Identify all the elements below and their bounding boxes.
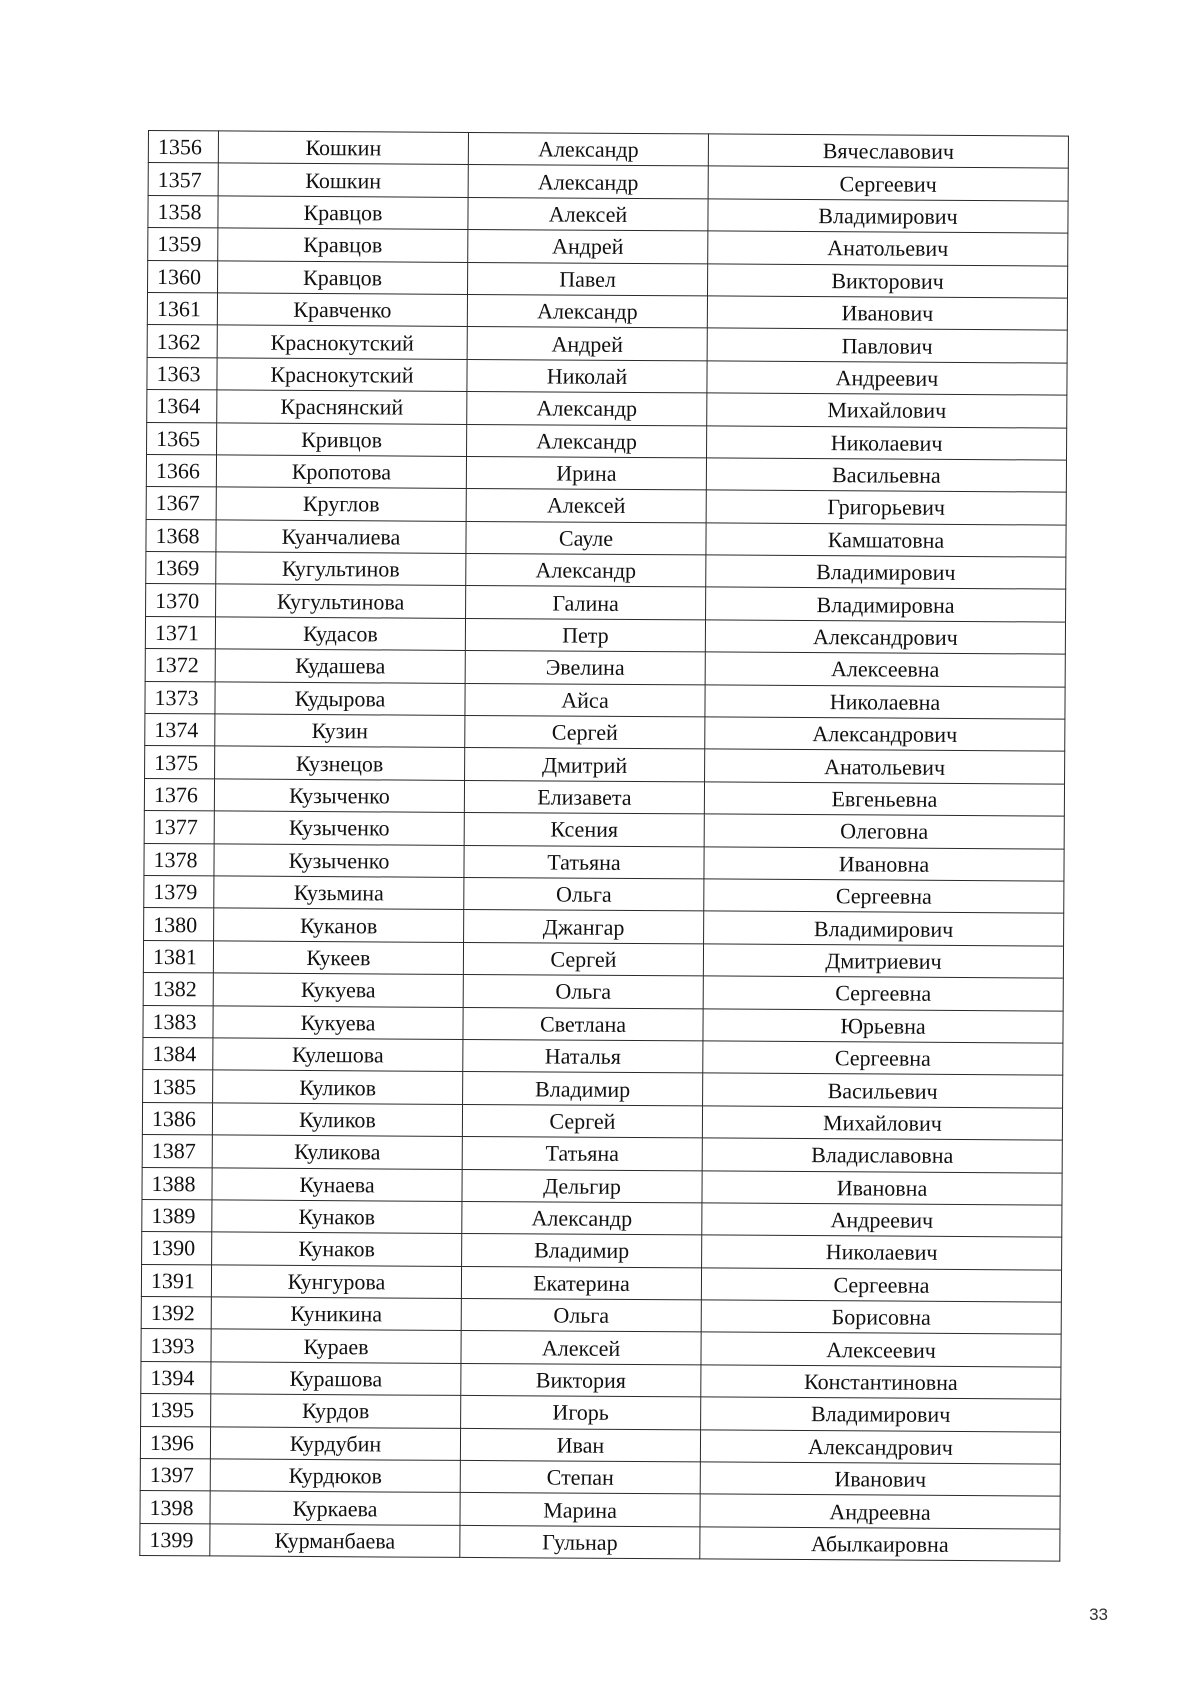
first-name-cell: Сауле [466,521,706,555]
last-name-cell: Кунаков [212,1200,462,1234]
row-number-cell: 1398 [140,1491,210,1524]
last-name-cell: Куликов [213,1070,463,1104]
last-name-cell: Кудашева [215,649,465,683]
row-number-cell: 1391 [141,1264,211,1297]
row-number-cell: 1383 [143,1005,213,1038]
table-row [146,552,1066,590]
patronymic-cell: Павлович [707,328,1067,363]
row-number-cell: 1362 [147,325,217,358]
first-name-cell: Галина [466,586,706,620]
row-number-cell: 1390 [142,1232,212,1265]
patronymic-cell: Камшатовна [706,523,1066,558]
last-name-cell: Куликов [212,1103,462,1137]
row-number-cell: 1363 [147,357,217,390]
table-row [146,584,1066,622]
row-number-cell: 1396 [140,1426,210,1459]
last-name-cell: Кураев [211,1329,461,1363]
first-name-cell: Андрей [468,230,708,264]
first-name-cell: Александр [462,1201,702,1235]
last-name-cell: Кукеев [213,941,463,975]
first-name-cell: Эвелина [465,651,705,685]
patronymic-cell: Викторович [707,263,1067,298]
patronymic-cell: Владимирович [701,1397,1061,1432]
patronymic-cell: Сергеевна [703,1041,1063,1076]
first-name-cell: Ольга [463,975,703,1009]
last-name-cell: Краснокутский [217,358,467,392]
row-number-cell: 1372 [145,649,215,682]
first-name-cell: Алексей [461,1331,701,1365]
patronymic-cell: Иванович [700,1462,1060,1497]
last-name-cell: Кунаков [212,1232,462,1266]
row-number-cell: 1386 [142,1102,212,1135]
row-number-cell: 1382 [143,973,213,1006]
last-name-cell: Краснокутский [217,325,467,359]
row-number-cell: 1374 [145,714,215,747]
patronymic-cell: Анатольевич [708,231,1068,266]
first-name-cell: Иван [460,1428,700,1462]
first-name-cell: Сергей [463,942,703,976]
last-name-cell: Курдов [211,1394,461,1428]
patronymic-cell: Алексеевна [705,652,1065,687]
row-number-cell: 1394 [141,1361,211,1394]
row-number-cell: 1373 [145,681,215,714]
patronymic-cell: Андреевна [700,1494,1060,1529]
patronymic-cell: Вячеславович [708,134,1068,169]
patronymic-cell: Евгеньевна [704,782,1064,817]
last-name-cell: Кравцов [218,196,468,230]
row-number-cell: 1364 [147,390,217,423]
row-number-cell: 1397 [140,1458,210,1491]
patronymic-cell: Николаевич [702,1235,1062,1270]
last-name-cell: Курдубин [210,1427,460,1461]
first-name-cell: Александр [466,554,706,588]
row-number-cell: 1399 [140,1523,210,1556]
row-number-cell: 1361 [147,292,217,325]
last-name-cell: Круглов [216,487,466,521]
first-name-cell: Степан [460,1460,700,1494]
patronymic-cell: Сергеевна [703,976,1063,1011]
last-name-cell: Кулешова [213,1038,463,1072]
patronymic-cell: Анатольевич [705,749,1065,784]
last-name-cell: Кудырова [215,682,465,716]
row-number-cell: 1377 [144,811,214,844]
row-number-cell: 1388 [142,1167,212,1200]
first-name-cell: Наталья [463,1039,703,1073]
patronymic-cell: Александрович [705,620,1065,655]
row-number-cell: 1389 [142,1199,212,1232]
last-name-cell: Кошкин [218,131,468,165]
patronymic-cell: Александрович [705,717,1065,752]
last-name-cell: Кравцов [218,228,468,262]
last-name-cell: Кузыченко [214,779,464,813]
first-name-cell: Игорь [461,1396,701,1430]
first-name-cell: Сергей [462,1104,702,1138]
row-number-cell: 1393 [141,1329,211,1362]
first-name-cell: Николай [467,359,707,393]
last-name-cell: Кузнецов [215,746,465,780]
patronymic-cell: Михайлович [707,393,1067,428]
patronymic-cell: Владимировна [706,587,1066,622]
row-number-cell: 1381 [143,940,213,973]
patronymic-cell: Сергеевна [701,1268,1061,1303]
patronymic-cell: Владимирович [706,555,1066,590]
first-name-cell: Павел [468,262,708,296]
first-name-cell: Виктория [461,1363,701,1397]
patronymic-cell: Андреевич [702,1203,1062,1238]
first-name-cell: Петр [465,618,705,652]
patronymic-cell: Сергеевна [704,879,1064,914]
row-number-cell: 1357 [148,163,218,196]
patronymic-cell: Ивановна [704,847,1064,882]
row-number-cell: 1367 [146,487,216,520]
row-number-cell: 1360 [148,260,218,293]
last-name-cell: Куркаева [210,1491,460,1525]
row-number-cell: 1371 [145,616,215,649]
first-name-cell: Татьяна [462,1137,702,1171]
patronymic-cell: Александрович [700,1430,1060,1465]
patronymic-cell: Сергеевич [708,166,1068,201]
row-number-cell: 1384 [143,1037,213,1070]
last-name-cell: Куникина [211,1297,461,1331]
table-row [146,519,1066,557]
patronymic-cell: Николаевна [705,685,1065,720]
row-number-cell: 1356 [148,131,218,164]
last-name-cell: Кукуева [213,1005,463,1039]
first-name-cell: Дельгир [462,1169,702,1203]
table-row [140,1523,1060,1561]
last-name-cell: Кугультинова [216,584,466,618]
last-name-cell: Кропотова [216,455,466,489]
first-name-cell: Владимир [462,1234,702,1268]
first-name-cell: Александр [468,132,708,166]
patronymic-cell: Григорьевич [706,490,1066,525]
first-name-cell: Ольга [461,1298,701,1332]
last-name-cell: Кугультинов [216,552,466,586]
last-name-cell: Краснянский [217,390,467,424]
last-name-cell: Курдюков [210,1459,460,1493]
patronymic-cell: Васильевич [703,1073,1063,1108]
last-name-cell: Кунаева [212,1167,462,1201]
first-name-cell: Алексей [466,489,706,523]
patronymic-cell: Михайлович [702,1106,1062,1141]
first-name-cell: Сергей [465,715,705,749]
first-name-cell: Ирина [466,456,706,490]
patronymic-cell: Юрьевна [703,1008,1063,1043]
patronymic-cell: Андреевич [707,361,1067,396]
first-name-cell: Александр [467,294,707,328]
row-number-cell: 1368 [146,519,216,552]
row-number-cell: 1380 [144,908,214,941]
row-number-cell: 1378 [144,843,214,876]
last-name-cell: Куанчалиева [216,520,466,554]
patronymic-cell: Абылкаировна [700,1527,1060,1562]
first-name-cell: Ксения [464,813,704,847]
row-number-cell: 1366 [146,454,216,487]
row-number-cell: 1376 [144,778,214,811]
table-row [147,390,1067,428]
table-row [147,325,1067,363]
table-row [147,357,1067,395]
row-number-cell: 1365 [147,422,217,455]
patronymic-cell: Иванович [707,296,1067,331]
last-name-cell: Кунгурова [211,1265,461,1299]
last-name-cell: Кукуева [213,973,463,1007]
first-name-cell: Александр [467,392,707,426]
last-name-cell: Курашова [211,1362,461,1396]
first-name-cell: Марина [460,1493,700,1527]
row-number-cell: 1395 [141,1394,211,1427]
row-number-cell: 1375 [145,746,215,779]
first-name-cell: Екатерина [461,1266,701,1300]
last-name-cell: Кузыченко [214,811,464,845]
last-name-cell: Курманбаева [210,1524,460,1558]
first-name-cell: Владимир [463,1072,703,1106]
patronymic-cell: Владимирович [704,911,1064,946]
first-name-cell: Ольга [464,877,704,911]
last-name-cell: Кудасов [215,617,465,651]
first-name-cell: Александр [468,165,708,199]
first-name-cell: Айса [465,683,705,717]
patronymic-cell: Васильевна [706,458,1066,493]
first-name-cell: Алексей [468,197,708,231]
row-number-cell: 1370 [146,584,216,617]
patronymic-cell: Олеговна [704,814,1064,849]
names-table-body [140,131,1069,1562]
first-name-cell: Джангар [464,910,704,944]
last-name-cell: Кузьмина [214,876,464,910]
last-name-cell: Кравцов [218,260,468,294]
row-number-cell: 1359 [148,228,218,261]
patronymic-cell: Владиславовна [702,1138,1062,1173]
row-number-cell: 1358 [148,195,218,228]
first-name-cell: Андрей [467,327,707,361]
last-name-cell: Куканов [214,908,464,942]
patronymic-cell: Владимирович [708,199,1068,234]
last-name-cell: Кузин [215,714,465,748]
last-name-cell: Кошкин [218,163,468,197]
last-name-cell: Кравченко [217,293,467,327]
last-name-cell: Кузыченко [214,844,464,878]
row-number-cell: 1369 [146,552,216,585]
row-number-cell: 1379 [144,875,214,908]
patronymic-cell: Константиновна [701,1365,1061,1400]
first-name-cell: Светлана [463,1007,703,1041]
row-number-cell: 1392 [141,1297,211,1330]
page-number: 33 [1089,1605,1108,1624]
patronymic-cell: Борисовна [701,1300,1061,1335]
names-table [139,130,1069,1562]
patronymic-cell: Алексеевич [701,1332,1061,1367]
row-number-cell: 1387 [142,1135,212,1168]
last-name-cell: Куликова [212,1135,462,1169]
patronymic-cell: Николаевич [707,425,1067,460]
first-name-cell: Гульнар [460,1525,700,1559]
patronymic-cell: Ивановна [702,1170,1062,1205]
first-name-cell: Татьяна [464,845,704,879]
first-name-cell: Дмитрий [465,748,705,782]
patronymic-cell: Дмитриевич [703,944,1063,979]
first-name-cell: Елизавета [464,780,704,814]
first-name-cell: Александр [467,424,707,458]
row-number-cell: 1385 [143,1070,213,1103]
last-name-cell: Кривцов [217,422,467,456]
